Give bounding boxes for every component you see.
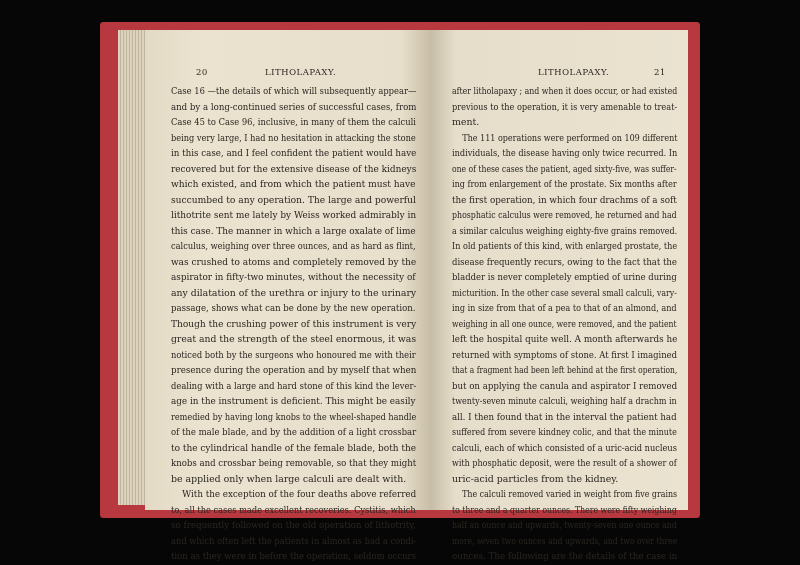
text-line: Case 16 —the details of which will subsequently appear— bbox=[171, 86, 417, 97]
text-line: being very large, I had no hesitation in attacking the stone bbox=[171, 132, 416, 144]
text-line: ment. bbox=[452, 117, 480, 128]
text-line: so frequently followed on the old operation of lithotrity, bbox=[171, 520, 416, 531]
text-line: be applied only when large calculi are dealt with. bbox=[171, 473, 407, 485]
text-line: noticed both by the surgeons who honoured me with their bbox=[171, 349, 416, 361]
text-line: twenty-seven minute calculi, weighing half a drachm in bbox=[452, 396, 677, 407]
text-line: ounces. The following are the details of the case in bbox=[452, 551, 678, 562]
text-line: of the male blade, and by the addition of a light crossbar bbox=[171, 427, 417, 438]
text-line: any dilatation of the urethra or injury to the urinary bbox=[171, 287, 417, 299]
text-line: half an ounce and upwards, twenty-seven one ounce and bbox=[452, 520, 677, 531]
text-line: recovered but for the extensive disease of the kidneys bbox=[171, 163, 417, 175]
text-line: dealing with a large and hard stone of this kind the lever- bbox=[171, 380, 417, 392]
text-line: The 111 operations were performed on 109 different bbox=[462, 132, 678, 144]
right-body-text bbox=[452, 84, 677, 565]
text-line: ing from enlargement of the prostate. Six months after bbox=[452, 179, 677, 190]
text-line: but on applying the canula and aspirator I removed bbox=[452, 380, 678, 392]
right-page-number: 21 bbox=[654, 68, 666, 78]
text-line: calculi, each of which consisted of a uric-acid nucleus bbox=[452, 442, 677, 454]
text-line: uric-acid particles from the kidney. bbox=[452, 473, 619, 485]
text-line: succumbed to any operation. The large and powerful bbox=[171, 194, 416, 206]
text-line: micturition. In the other case several small calculi, vary- bbox=[452, 287, 677, 299]
left-page-number: 20 bbox=[196, 68, 208, 78]
text-line: left the hospital quite well. A month afterwards he bbox=[452, 334, 678, 345]
left-body-text bbox=[171, 84, 416, 565]
text-line: which existed, and from which the patient must have bbox=[171, 179, 416, 190]
text-line: disease frequently recurs, owing to the fact that the bbox=[452, 256, 677, 268]
text-line: calculus, weighing over three ounces, and as hard as flint, bbox=[171, 241, 416, 252]
text-line: The calculi removed varied in weight from five grains bbox=[462, 489, 678, 500]
text-line: individuals, the disease having only twice recurred. In bbox=[452, 148, 678, 159]
text-line: remedied by having long knobs to the wheel-shaped handle bbox=[171, 411, 417, 423]
text-line: this case. The manner in which a large oxalate of lime bbox=[171, 225, 416, 237]
text-line: to three and a quarter ounces. There were fifty weighing bbox=[452, 504, 677, 516]
text-line: to the cylindrical handle of the female blade, both the bbox=[171, 442, 417, 454]
text-line: With the exception of the four deaths above referred bbox=[182, 489, 417, 500]
text-line: that a fragment had been left behind at the first operation, bbox=[452, 365, 678, 376]
text-line: tion as they were in before the operation, seldom occurs bbox=[171, 551, 417, 562]
text-line: In old patients of this kind, with enlarged prostate, the bbox=[452, 241, 678, 252]
text-line: with phosphatic deposit, were the result of a shower of bbox=[452, 458, 677, 469]
text-line: all. I then found that in the interval the patient had bbox=[452, 411, 677, 423]
text-line: the first operation, in which four drachms of a soft bbox=[452, 194, 677, 206]
text-line: age in the instrument is deficient. This might be easily bbox=[171, 396, 416, 407]
page-edges bbox=[118, 30, 148, 505]
text-line: was crushed to atoms and completely removed by the bbox=[171, 256, 417, 268]
text-line: to, all the cases made excellent recoveries. Cystitis, which bbox=[171, 504, 416, 516]
text-line: lithotrite sent me lately by Weiss worked admirably in bbox=[171, 210, 417, 221]
text-line: Though the crushing power of this instrument is very bbox=[171, 318, 417, 330]
text-line: aspirator in fifty-two minutes, without the necessity of bbox=[171, 272, 416, 283]
text-line: phosphatic calculus were removed, he returned and had bbox=[452, 210, 677, 221]
text-line: after litholapaxy ; and when it does occur, or had existed bbox=[452, 86, 678, 97]
text-line: returned with symptoms of stone. At first I imagined bbox=[452, 349, 678, 361]
text-line: and by a long-continued series of successful cases, from bbox=[171, 101, 417, 113]
text-line: great and the strength of the steel enormous, it was bbox=[171, 334, 417, 345]
right-running-head: LITHOLAPAXY. bbox=[538, 68, 610, 78]
left-running-head: LITHOLAPAXY. bbox=[265, 68, 337, 78]
text-line: bladder is never completely emptied of urine during bbox=[452, 272, 677, 283]
text-line: more, seven two ounces and upwards, and two over three bbox=[452, 535, 678, 547]
text-line: and which often left the patients in almost as bad a condi- bbox=[171, 535, 417, 547]
text-line: one of these cases the patient, aged sixty-five, was suffer- bbox=[452, 163, 677, 175]
text-line: ing in size from that of a pea to that of an almond, and bbox=[452, 303, 677, 314]
text-line: knobs and crossbar being removable, so that they might bbox=[171, 458, 417, 469]
text-line: previous to the operation, it is very amenable to treat- bbox=[452, 101, 678, 113]
text-line: Case 45 to Case 96, inclusive, in many of them the calculi bbox=[171, 117, 416, 128]
text-line: suffered from severe kindney colic, and that the minute bbox=[452, 427, 677, 438]
text-line: weighing in all one ounce, were removed, and the patient bbox=[452, 318, 677, 330]
text-line: presence during the operation and by myself that when bbox=[171, 365, 417, 376]
text-line: passage, shows what can be done by the new operation. bbox=[171, 303, 416, 314]
text-line: a similar calculus weighing eighty-five grains removed. bbox=[452, 225, 678, 237]
text-line: in this case, and I feel confident the patient would have bbox=[171, 148, 417, 159]
